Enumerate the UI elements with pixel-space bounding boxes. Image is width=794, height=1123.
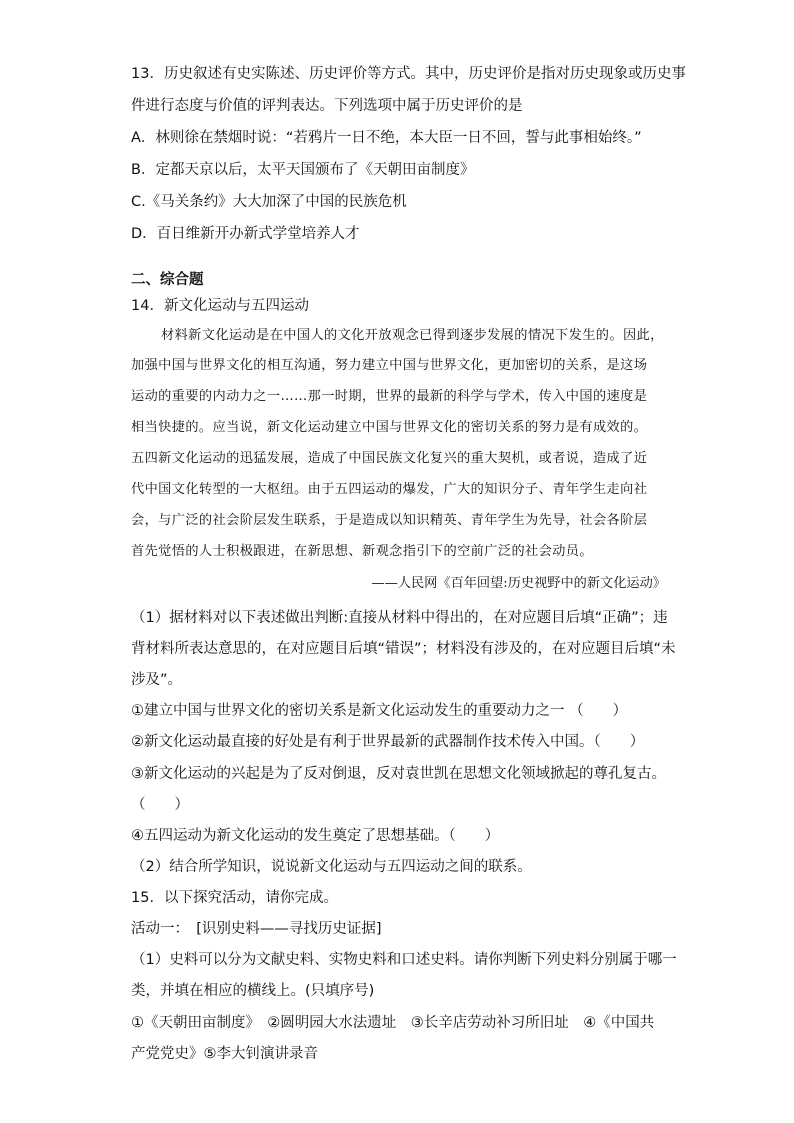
material-line: 相当快捷的。应当说，新文化运动建立中国与世界文化的密切关系的努力是有成效的。 [131, 420, 648, 435]
q13-option-d: D．百日维新开办新式学堂培养人才 [131, 226, 360, 242]
statement-2: ②新文化运动最直接的好处是有利于世界最新的武器制作技术传入中国。（ ） [131, 734, 645, 750]
q15-items-line1: ①《天朝田亩制度》 ②圆明园大水法遗址 ③长辛店劳动补习所旧址 ④《中国共 [131, 1015, 655, 1031]
q13-stem-line2: 件进行态度与价值的评判表达。下列选项中属于历史评价的是 [131, 98, 523, 114]
q13-option-b: B．定都天京以后，太平天国颁布了《天朝田亩制度》 [131, 162, 475, 178]
material-line: 五四新文化运动的迅猛发展，造成了中国民族文化复兴的重大契机，或者说，造成了近 [131, 451, 648, 466]
section-heading: 二、综合题 [131, 272, 204, 288]
statement-3: ③新文化运动的兴起是为了反对倒退，反对袁世凯在思想文化领域掀起的尊孔复古。 [131, 766, 666, 782]
material-line: 加强中国与世界文化的相互沟通，努力建立中国与世界文化，更加密切的关系，是这场 [131, 358, 648, 373]
q15-activity1: 活动一： [识别史料——寻找历史证据] [131, 921, 382, 937]
q13-option-a: A．林则徐在禁烟时说：“若鸦片一日不绝，本大臣一日不回，誓与此事相始终。” [131, 130, 642, 146]
q14-sub2: （2）结合所学知识，说说新文化运动与五四运动之间的联系。 [131, 859, 532, 875]
material-line: 运动的重要的内动力之一……那一时期，世界的最新的科学与学术，传入中国的速度是 [131, 389, 648, 404]
statement-4: ④五四运动为新文化运动的发生奠定了思想基础。（ ） [131, 828, 500, 844]
material-line: 材料新文化运动是在中国人的文化开放观念已得到逐步发展的情况下发生的。因此， [161, 328, 664, 343]
q14-sub1-line1: （1）据材料对以下表述做出判断:直接从材料中得出的，在对应题目后填“正确”；违 [131, 610, 668, 626]
material-source: ——人民网《百年回望:历史视野中的新文化运动》 [371, 576, 666, 591]
q15-sub1-line1: （1）史料可以分为文献史料、实物史料和口述史料。请你判断下列史料分别属于哪一 [131, 952, 677, 968]
material-line: 首先觉悟的人士积极跟进，在新思想、新观念指引下的空前广泛的社会动员。 [131, 544, 593, 559]
material-line: 会，与广泛的社会阶层发生联系，于是造成以知识精英、青年学生为先导，社会各阶层 [131, 513, 648, 528]
q15-sub1-line2: 类，并填在相应的横线上。(只填序号) [131, 983, 375, 999]
q13-option-c: C.《马关条约》大大加深了中国的民族危机 [131, 194, 407, 210]
q14-sub1-line2: 背材料所表达意思的，在对应题目后填“错误”；材料没有涉及的，在对应题目后填“未 [131, 641, 676, 657]
q15-title: 15．以下探究活动，请你完成。 [131, 890, 338, 906]
statement-1: ①建立中国与世界文化的密切关系是新文化运动发生的重要动力之一 （ ） [131, 703, 628, 719]
q15-items-line2: 产党党史》⑤李大钊演讲录音 [131, 1046, 318, 1062]
statement-3-blank: （ ） [131, 797, 189, 813]
q14-title: 14．新文化运动与五四运动 [131, 298, 309, 314]
q13-stem-line1: 13．历史叙述有史实陈述、历史评价等方式。其中，历史评价是指对历史现象或历史事 [131, 66, 686, 82]
material-line: 代中国文化转型的一大枢纽。由于五四运动的爆发，广大的知识分子、青年学生走向社 [131, 482, 648, 497]
q14-sub1-line3: 涉及”。 [131, 672, 183, 688]
